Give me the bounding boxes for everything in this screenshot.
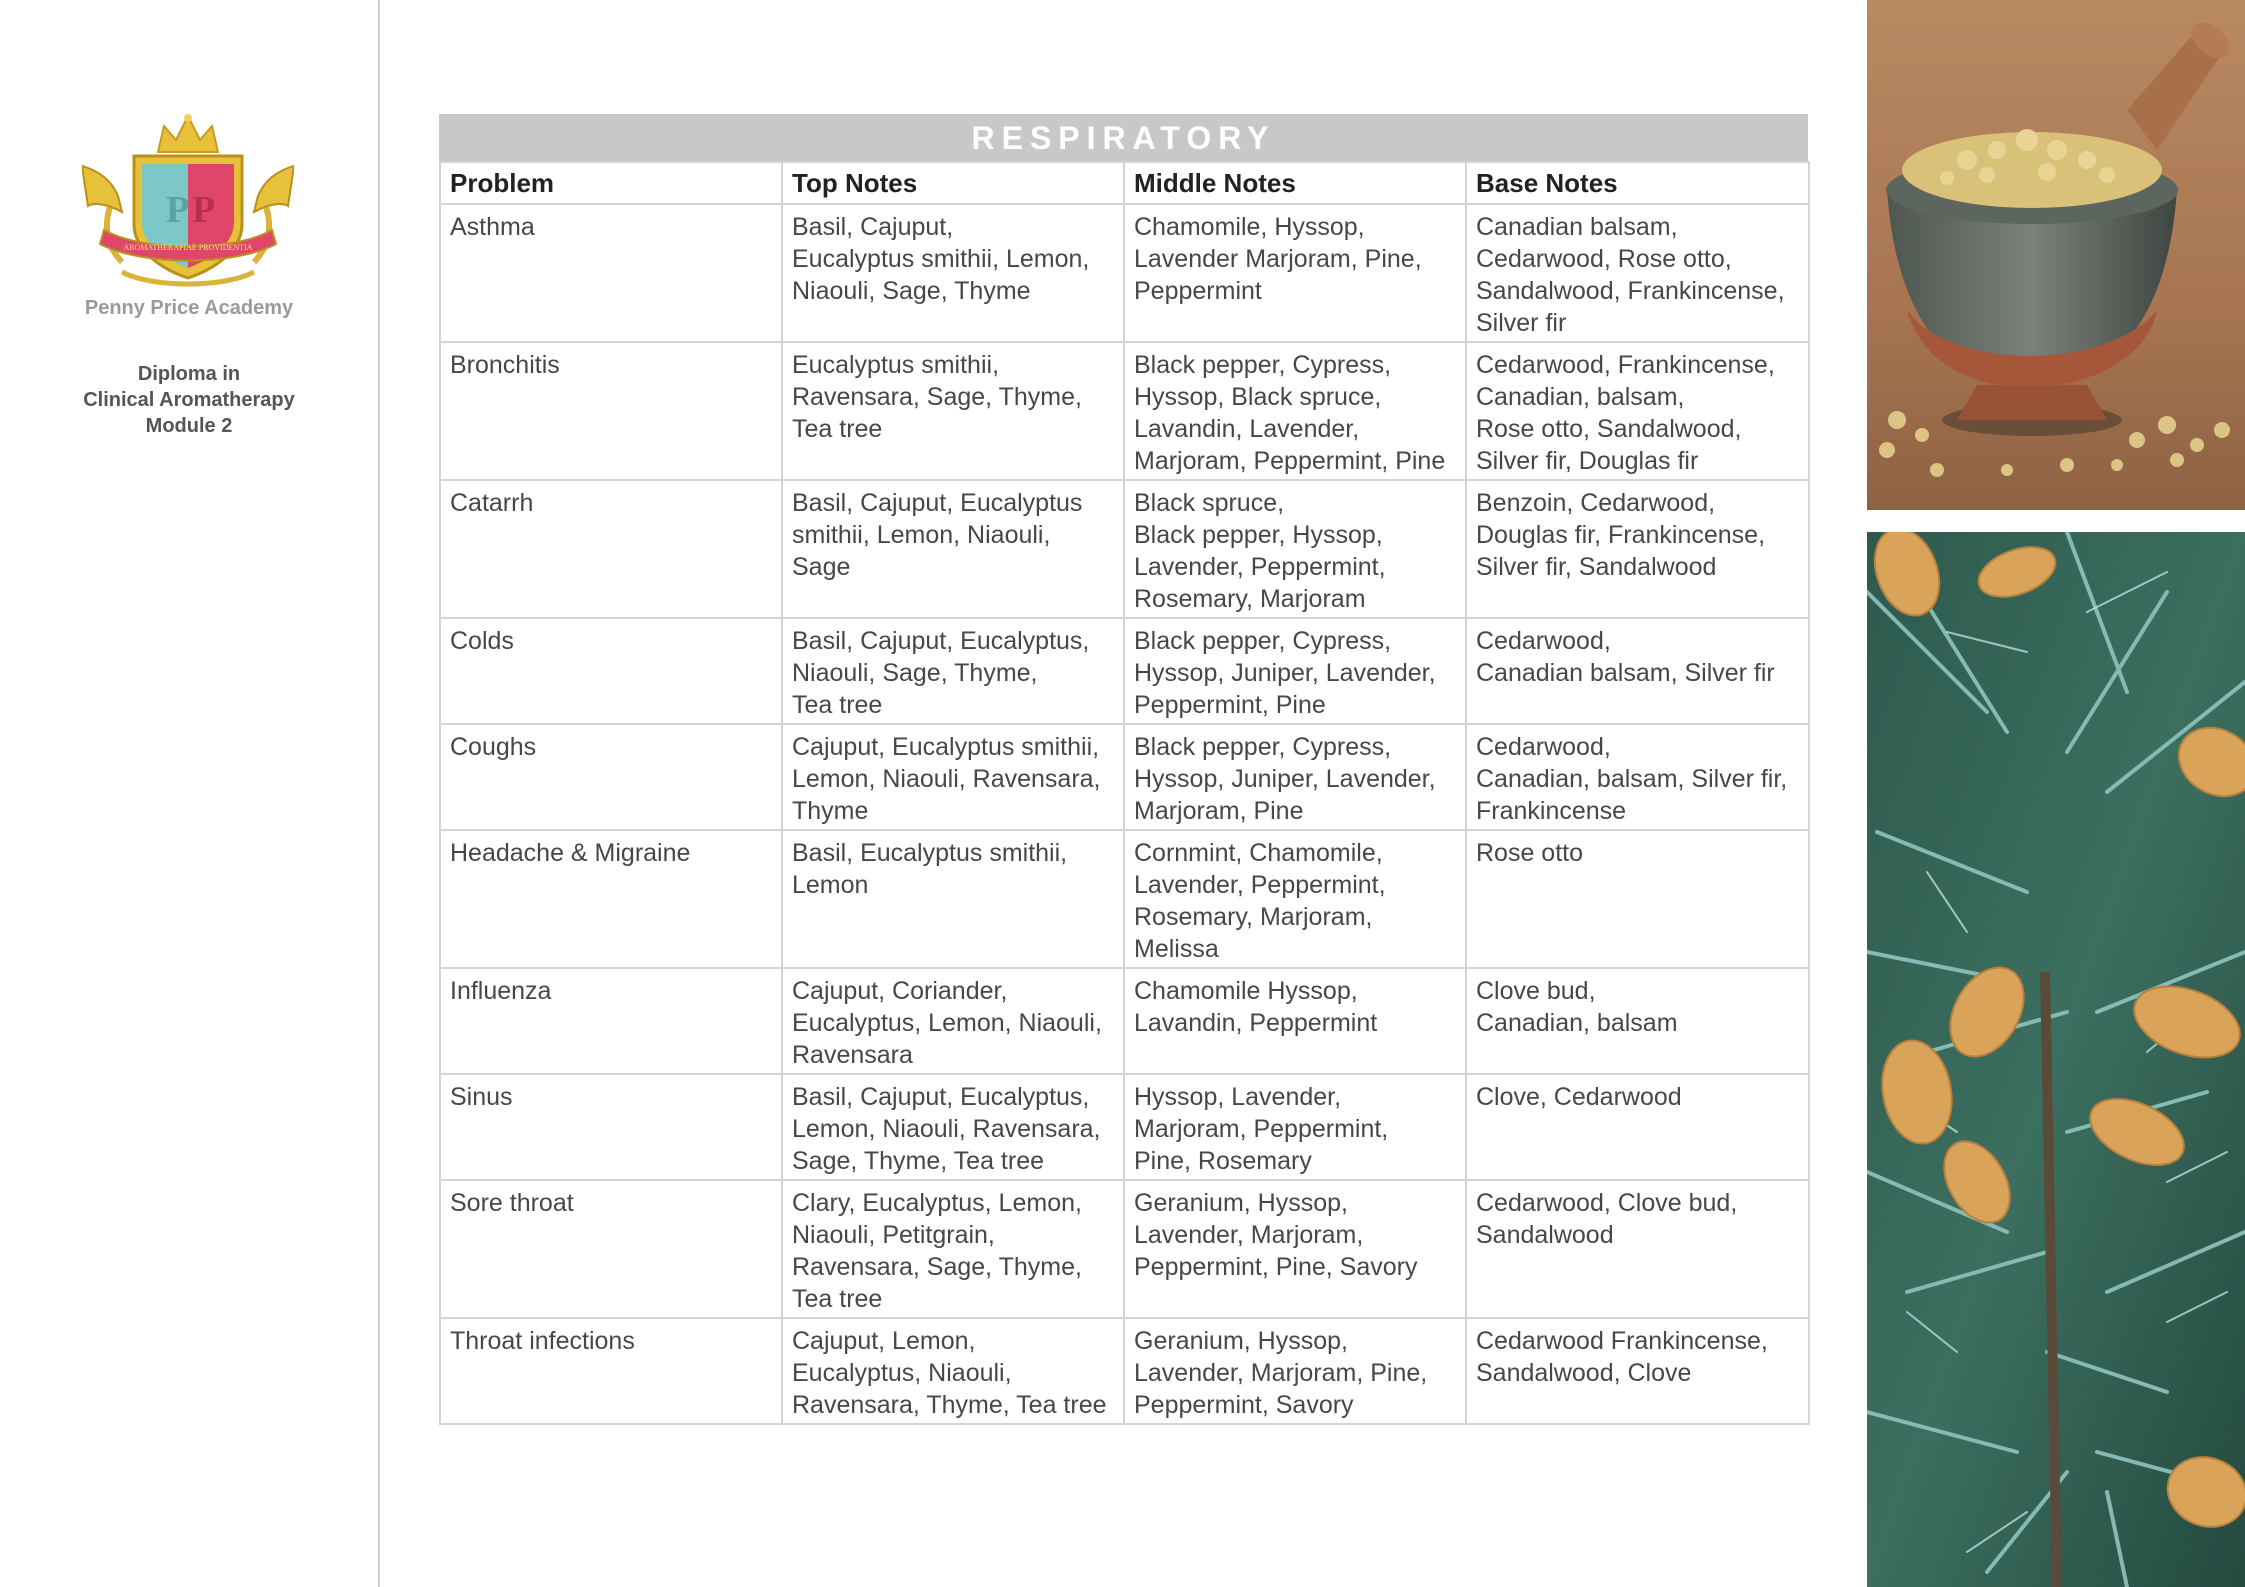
sidebar-divider bbox=[378, 0, 380, 1587]
cell-problem: Throat infections bbox=[440, 1318, 782, 1424]
table-title: RESPIRATORY bbox=[439, 114, 1808, 161]
cell-base-notes: Clove bud, Canadian, balsam bbox=[1466, 968, 1809, 1074]
cell-problem: Asthma bbox=[440, 204, 782, 342]
svg-text:AROMATHERAPIAE PROVIDENTIA: AROMATHERAPIAE PROVIDENTIA bbox=[123, 243, 253, 252]
course-line-1: Diploma in bbox=[137, 363, 241, 385]
svg-text:P: P bbox=[166, 189, 190, 231]
frankincense-mortar-photo bbox=[1867, 0, 2245, 510]
academy-crest-logo bbox=[82, 112, 294, 292]
table-row bbox=[440, 1074, 1809, 1180]
cell-top-notes: Cajuput, Eucalyptus smithii, Lemon, Niaouli, Ravensara, Thyme bbox=[782, 724, 1124, 830]
header-problem: Problem bbox=[440, 162, 782, 204]
table-row bbox=[440, 342, 1809, 480]
cell-top-notes: Basil, Cajuput, Eucalyptus smithii, Lemon, Niaouli, Sage, Thyme bbox=[782, 204, 1124, 342]
cell-base-notes: Clove, Cedarwood bbox=[1466, 1074, 1809, 1180]
table-row bbox=[440, 480, 1809, 618]
header-base-notes: Base Notes bbox=[1466, 162, 1809, 204]
table-row bbox=[440, 1318, 1809, 1424]
cell-problem: Bronchitis bbox=[440, 342, 782, 480]
header-top-notes: Top Notes bbox=[782, 162, 1124, 204]
cell-problem: Catarrh bbox=[440, 480, 782, 618]
cell-top-notes: Cajuput, Lemon, Eucalyptus, Niaouli, Ravensara, Thyme, Tea tree bbox=[782, 1318, 1124, 1424]
cell-middle-notes: Black spruce, Black pepper, Hyssop, Lavender, Peppermint, Rosemary, Marjoram bbox=[1124, 480, 1466, 618]
cell-base-notes: Benzoin, Cedarwood, Douglas fir, Frankincense, Silver fir, Sandalwood bbox=[1466, 480, 1809, 618]
cell-middle-notes: Black pepper, Cypress, Hyssop, Juniper, Lavender, Marjoram, Pine bbox=[1124, 724, 1466, 830]
cell-base-notes: Cedarwood, Canadian balsam, Silver fir bbox=[1466, 618, 1809, 724]
sidebar bbox=[0, 0, 378, 1587]
cell-problem: Colds bbox=[440, 618, 782, 724]
cell-base-notes: Cedarwood, Clove bud, Sandalwood bbox=[1466, 1180, 1809, 1318]
table-row bbox=[440, 724, 1809, 830]
cell-middle-notes: Chamomile Hyssop, Lavandin, Peppermint bbox=[1124, 968, 1466, 1074]
cell-problem: Sinus bbox=[440, 1074, 782, 1180]
cell-top-notes: Basil, Eucalyptus smithii, Lemon bbox=[782, 830, 1124, 968]
cell-top-notes: Basil, Cajuput, Eucalyptus, Lemon, Niaouli, Ravensara, Sage, Thyme, Tea tree bbox=[782, 1074, 1124, 1180]
cell-middle-notes: Cornmint, Chamomile, Lavender, Peppermint, Rosemary, Marjoram, Melissa bbox=[1124, 830, 1466, 968]
table-row bbox=[440, 618, 1809, 724]
table-row bbox=[440, 1180, 1809, 1318]
cell-base-notes: Canadian balsam, Cedarwood, Rose otto, Sandalwood, Frankincense, Silver fir bbox=[1466, 204, 1809, 342]
cell-top-notes: Clary, Eucalyptus, Lemon, Niaouli, Petitgrain, Ravensara, Sage, Thyme, Tea tree bbox=[782, 1180, 1124, 1318]
cell-base-notes: Cedarwood, Frankincense, Canadian, balsam, Rose otto, Sandalwood, Silver fir, Douglas fir bbox=[1466, 342, 1809, 480]
respiratory-table bbox=[439, 161, 1810, 1425]
table-row bbox=[440, 968, 1809, 1074]
cell-top-notes: Basil, Cajuput, Eucalyptus smithii, Lemon, Niaouli, Sage bbox=[782, 480, 1124, 618]
cell-middle-notes: Black pepper, Cypress, Hyssop, Black spruce, Lavandin, Lavender, Marjoram, Peppermint, Pine bbox=[1124, 342, 1466, 480]
cell-middle-notes: Black pepper, Cypress, Hyssop, Juniper, Lavender, Peppermint, Pine bbox=[1124, 618, 1466, 724]
academy-name: Penny Price Academy bbox=[84, 297, 294, 319]
cell-middle-notes: Geranium, Hyssop, Lavender, Marjoram, Pine, Peppermint, Savory bbox=[1124, 1318, 1466, 1424]
cell-top-notes: Cajuput, Coriander, Eucalyptus, Lemon, Niaouli, Ravensara bbox=[782, 968, 1124, 1074]
cell-base-notes: Cedarwood, Canadian, balsam, Silver fir, Frankincense bbox=[1466, 724, 1809, 830]
table-row bbox=[440, 204, 1809, 342]
cell-middle-notes: Chamomile, Hyssop, Lavender Marjoram, Pine, Peppermint bbox=[1124, 204, 1466, 342]
table-header-row bbox=[440, 162, 1809, 204]
cell-problem: Sore throat bbox=[440, 1180, 782, 1318]
course-line-2: Clinical Aromatherapy bbox=[83, 389, 295, 411]
cell-problem: Headache & Migraine bbox=[440, 830, 782, 968]
fir-branch-photo bbox=[1867, 532, 2245, 1587]
course-line-3: Module 2 bbox=[145, 415, 233, 437]
cell-top-notes: Eucalyptus smithii, Ravensara, Sage, Thyme, Tea tree bbox=[782, 342, 1124, 480]
cell-problem: Influenza bbox=[440, 968, 782, 1074]
cell-base-notes: Rose otto bbox=[1466, 830, 1809, 968]
cell-problem: Coughs bbox=[440, 724, 782, 830]
cell-top-notes: Basil, Cajuput, Eucalyptus, Niaouli, Sage, Thyme, Tea tree bbox=[782, 618, 1124, 724]
cell-middle-notes: Geranium, Hyssop, Lavender, Marjoram, Peppermint, Pine, Savory bbox=[1124, 1180, 1466, 1318]
svg-text:P: P bbox=[192, 189, 216, 231]
cell-base-notes: Cedarwood Frankincense, Sandalwood, Clove bbox=[1466, 1318, 1809, 1424]
cell-middle-notes: Hyssop, Lavender, Marjoram, Peppermint, Pine, Rosemary bbox=[1124, 1074, 1466, 1180]
respiratory-table-container bbox=[439, 114, 1808, 1425]
table-row bbox=[440, 830, 1809, 968]
header-middle-notes: Middle Notes bbox=[1124, 162, 1466, 204]
course-title bbox=[0, 361, 378, 439]
